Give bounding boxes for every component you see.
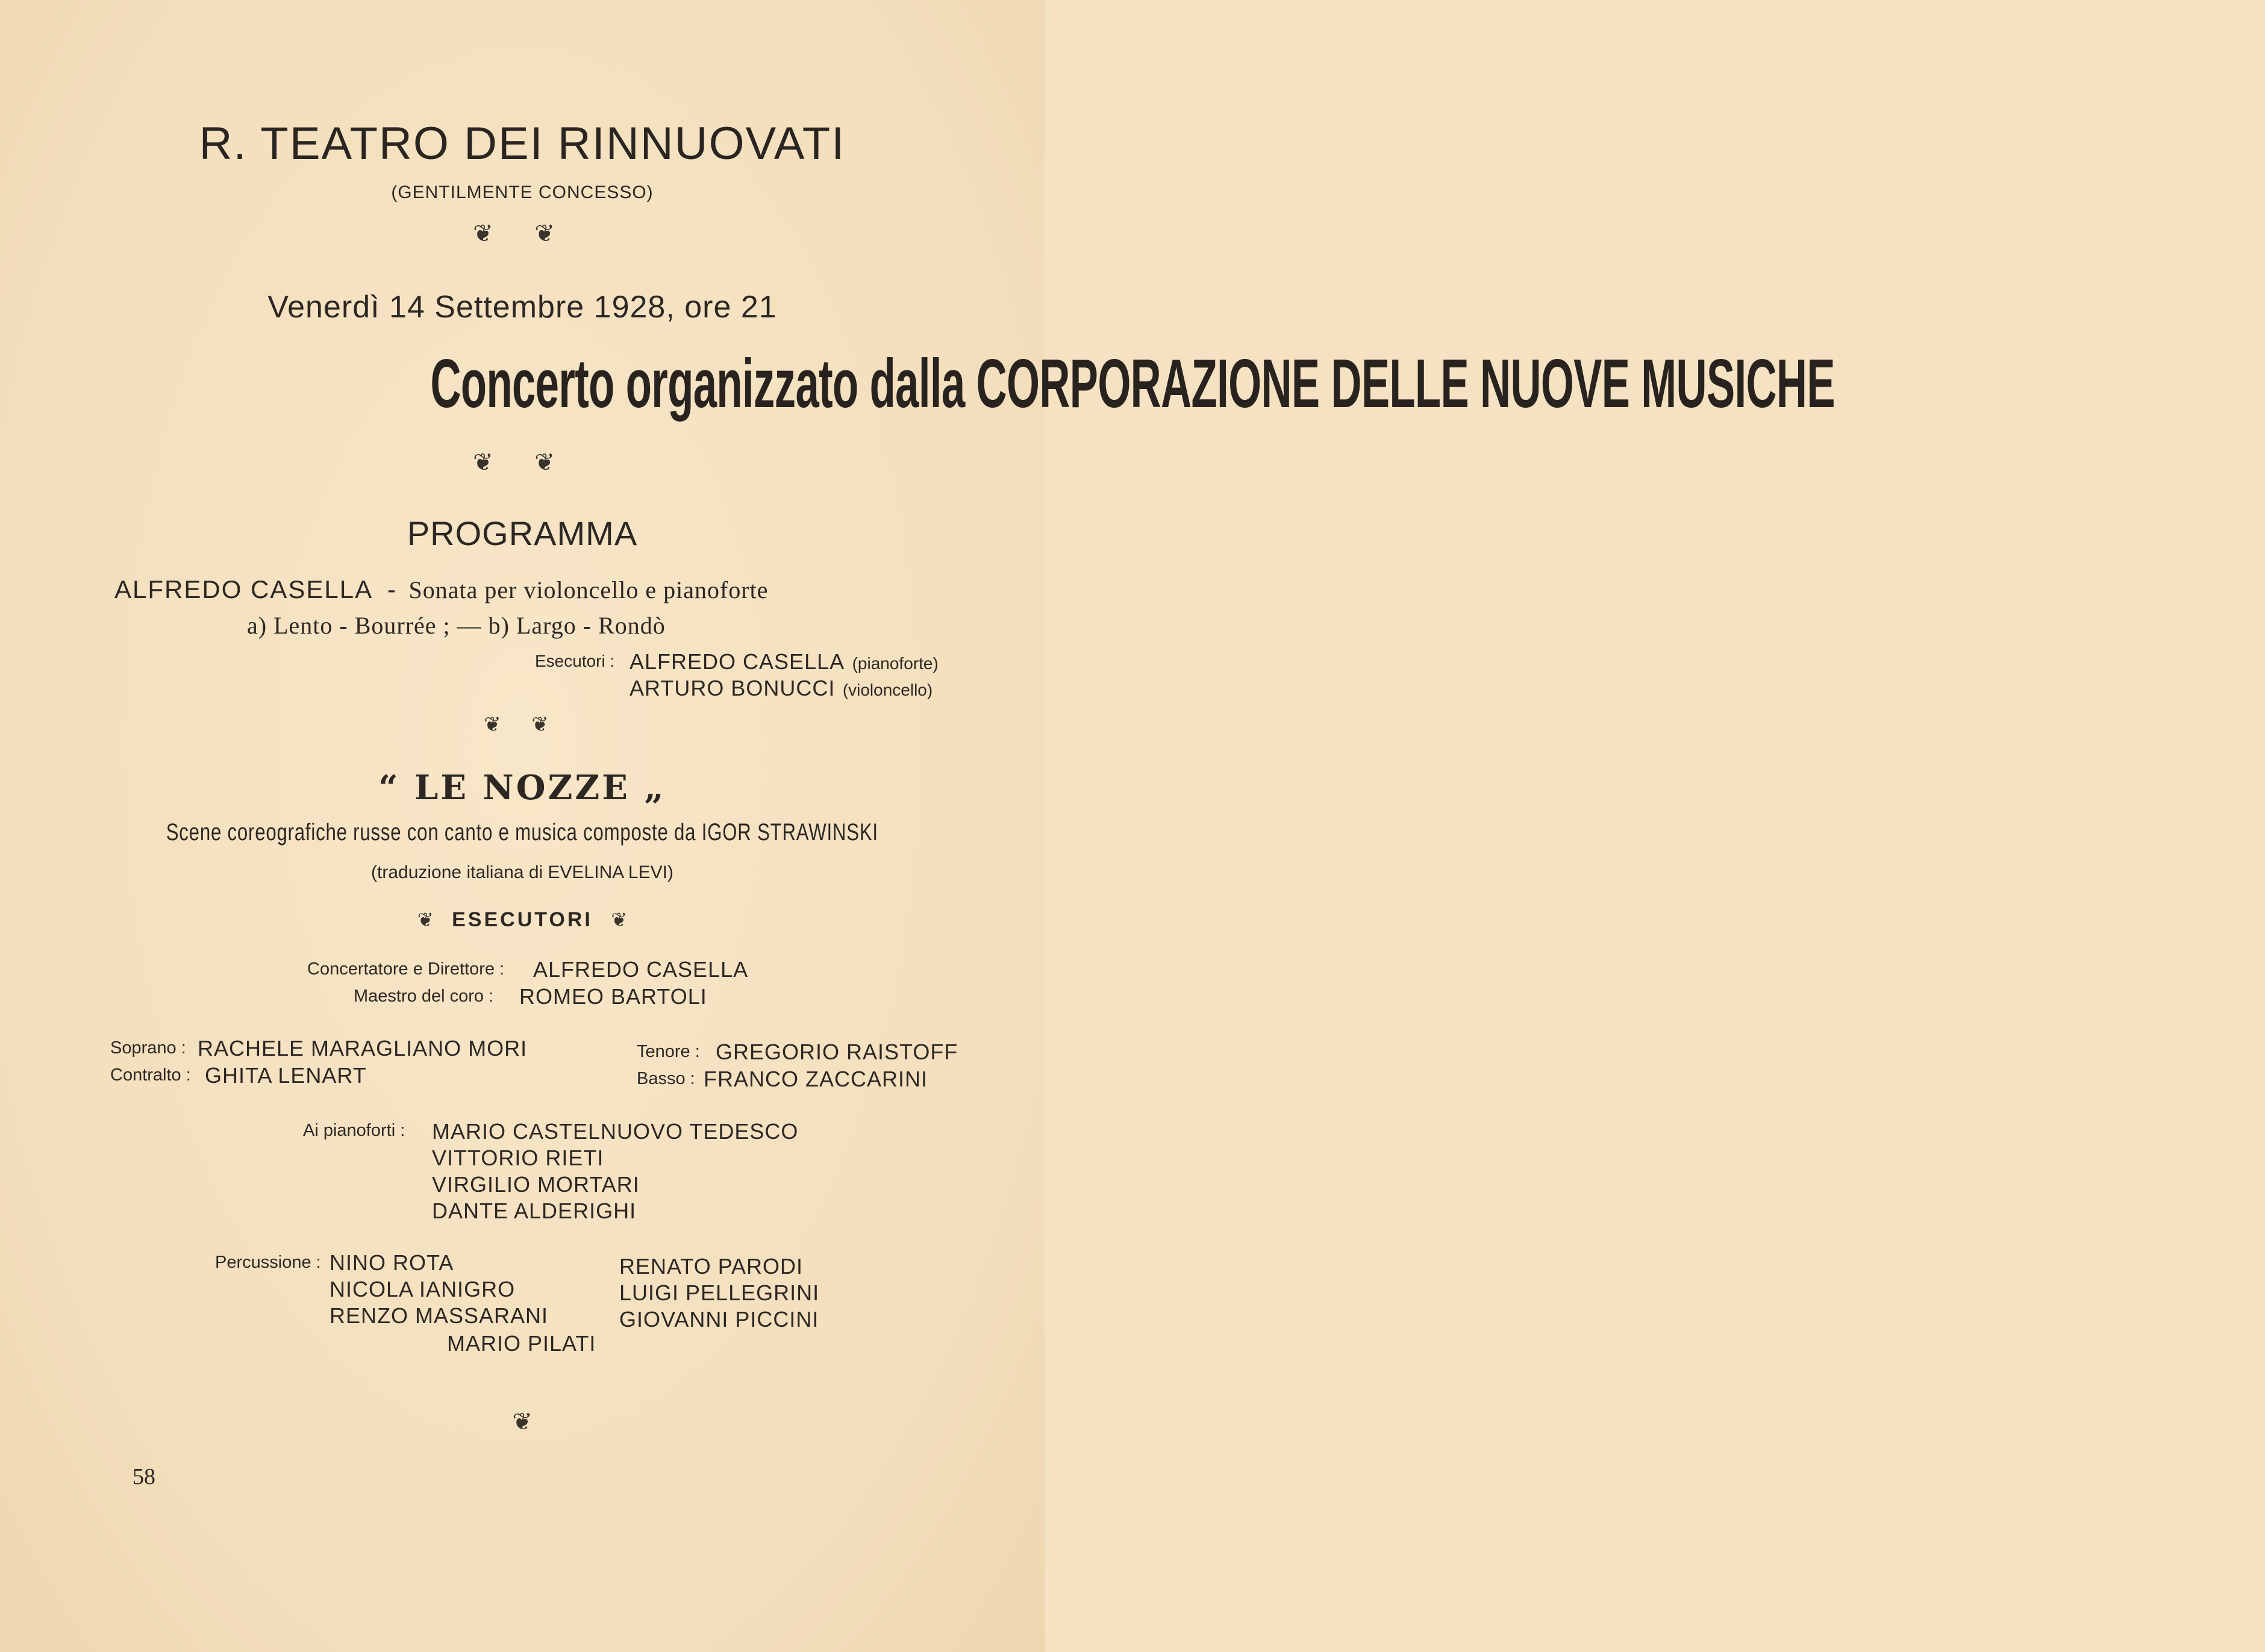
soprano-label: Soprano : (110, 1038, 186, 1058)
coro-name: ROMEO BARTOLI (519, 984, 707, 1009)
piece1-esecutori-label: Esecutori : (535, 652, 615, 670)
piece2-subtitle: Scene coreografiche russe con canto e musica composte da IGOR STRAWINSKI (166, 819, 879, 846)
piece2-translation: (traduzione italiana di EVELINA LEVI) (371, 862, 673, 882)
contralto-label: Contralto : (110, 1065, 191, 1085)
venue-subtitle: (GENTILMENTE CONCESSO) (391, 182, 654, 202)
pianoforti-label: Ai pianoforti : (303, 1121, 405, 1140)
esecutori-heading: ESECUTORI (452, 908, 593, 931)
percussione-label: Percussione : (215, 1253, 321, 1272)
pianista-4: DANTE ALDERIGHI (432, 1198, 637, 1223)
venue-title: R. TEATRO DEI RINNUOVATI (199, 118, 846, 169)
percussionista-6: GIOVANNI PICCINI (619, 1307, 819, 1332)
esecutori-heading-row (0, 908, 1045, 932)
percussionista-7: MARIO PILATI (447, 1331, 596, 1356)
concert-date: Venerdì 14 Settembre 1928, ore 21 (267, 290, 777, 325)
percussionista-4: RENATO PARODI (619, 1254, 804, 1279)
piece1-movements: a) Lento - Bourrée ; — b) Largo - Rondò (247, 612, 666, 639)
piece1-performer1-role: (pianoforte) (852, 654, 939, 673)
pianista-2: VITTORIO RIETI (432, 1145, 604, 1170)
tenore-label: Tenore : (637, 1042, 700, 1061)
pianista-1: MARIO CASTELNUOVO TEDESCO (432, 1119, 799, 1144)
piece1-performer2 (630, 676, 933, 701)
concert-title: Concerto organizzato dalla CORPORAZIONE DELLE NUOVE MUSICHE (430, 346, 1835, 422)
contralto-name: GHITA LENART (205, 1063, 367, 1088)
percussionista-5: LUIGI PELLEGRINI (619, 1280, 820, 1305)
concertatore-label: Concertatore e Direttore : (307, 959, 505, 979)
fleuron-icon: ❦ (611, 908, 628, 931)
piece2-title: “ LE NOZZE „ (378, 768, 666, 808)
soprano-name: RACHELE MARAGLIANO MORI (198, 1036, 528, 1061)
coro-label: Maestro del coro : (354, 987, 494, 1006)
piece1-performer2-name: ARTURO BONUCCI (630, 676, 836, 700)
tenore-name: GREGORIO RAISTOFF (716, 1040, 958, 1064)
fleuron-icon: ❦ ❦ (473, 449, 572, 476)
fleuron-icon: ❦ (417, 908, 434, 931)
percussionista-1: NINO ROTA (330, 1250, 454, 1275)
piece1-performer1-name: ALFREDO CASELLA (630, 649, 845, 674)
fleuron-icon: ❦ ❦ (473, 220, 572, 248)
programma-heading: PROGRAMMA (407, 514, 638, 552)
concert-title-row (0, 346, 1835, 422)
concertatore-name: ALFREDO CASELLA (533, 957, 749, 982)
basso-name: FRANCO ZACCARINI (704, 1067, 928, 1091)
piece1-title: Sonata per violoncello e pianoforte (408, 576, 769, 603)
piece1-performer1 (630, 649, 939, 675)
piece1-performer2-role: (violoncello) (842, 681, 933, 699)
piece1-composer: ALFREDO CASELLA (114, 575, 373, 603)
percussionista-3: RENZO MASSARANI (330, 1303, 549, 1328)
piece2-subtitle-row (0, 819, 1045, 846)
piece1-separator: - (387, 575, 396, 603)
basso-label: Basso : (637, 1069, 695, 1088)
percussionista-2: NICOLA IANIGRO (330, 1277, 516, 1301)
pianista-3: VIRGILIO MORTARI (432, 1172, 640, 1197)
fleuron-icon: ❦ ❦ (484, 712, 561, 737)
page-number: 58 (133, 1464, 155, 1489)
piece1-line (114, 575, 769, 604)
fleuron-icon: ❦ (512, 1408, 533, 1436)
